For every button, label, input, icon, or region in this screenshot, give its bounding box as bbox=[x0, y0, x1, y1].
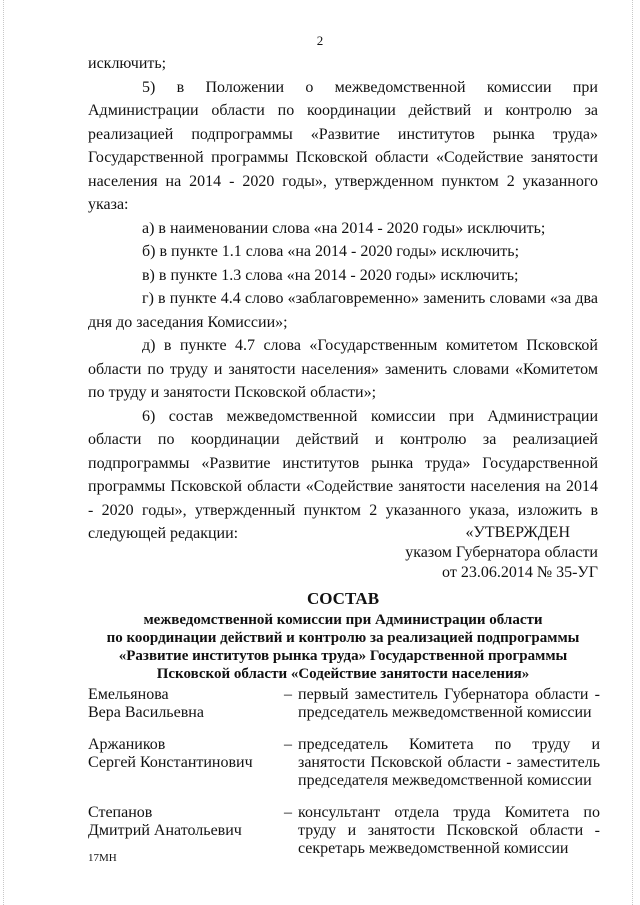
approval-line-approved: «УТВЕРЖДЕН bbox=[465, 524, 570, 541]
member-name bbox=[88, 736, 284, 790]
member-row bbox=[88, 686, 600, 722]
paragraph-subitem-d: д) в пункте 4.7 слова «Государственным комитетом Псковской области по труду и занятости населения» заменить словами «Комитетом по труду и занятости Псковской области»; bbox=[88, 337, 598, 401]
member-given-names: Дмитрий Анатольевич bbox=[88, 822, 242, 839]
composition-title: СОСТАВ bbox=[306, 589, 380, 608]
member-name bbox=[88, 686, 284, 722]
member-dash: – bbox=[284, 804, 292, 821]
member-given-names: Вера Васильевна bbox=[88, 704, 204, 721]
member-role: председатель Комитета по труду и занятости Псковской области - заместитель председателя межведомственной комиссии bbox=[298, 736, 600, 789]
approval-stamp-text bbox=[388, 523, 598, 583]
paragraph-item-6: 6) состав межведомственной комиссии при Администрации области по координации действий и контролю за реализацией подпрограммы «Развитие институтов рынка труда» Государственной программы Псковской области «Содействие занятости населения на 2014 - 2020 годы», утвержденный пунктом 2 указанного указа, изложить в следующей редакции: bbox=[88, 407, 598, 542]
member-name bbox=[88, 804, 284, 858]
composition-subtitle-line-4: Псковской области «Содействие занятости населения» bbox=[156, 666, 530, 682]
member-surname: Аржаников bbox=[88, 736, 166, 753]
composition-subtitle-line-1: межведомственной комиссии при Администрации области bbox=[143, 612, 543, 628]
paragraph-subitem-a: а) в наименовании слова «на 2014 - 2020 годы» исключить; bbox=[142, 219, 546, 237]
member-surname: Емельянова bbox=[88, 686, 169, 703]
composition-subtitle-line-3: «Развитие институтов рынка труда» Государственной программы bbox=[118, 648, 568, 664]
document-footer-code: 17МН bbox=[88, 852, 117, 864]
document-body bbox=[88, 52, 598, 546]
paragraph-item-5: 5) в Положении о межведомственной комиссии при Администрации области по координации действий и контролю за реализацией подпрограммы «Развитие институтов рынка труда» Государственной программы Псковской области «Содействие занятости населения на 2014 - 2020 годы», утвержденном пунктом 2 указанного указа: bbox=[88, 78, 598, 213]
composition-heading bbox=[88, 588, 598, 683]
member-dash: – bbox=[284, 736, 292, 753]
composition-subtitle-line-2: по координации действий и контролю за реализацией подпрограммы bbox=[106, 630, 580, 646]
approval-line-date: от 23.06.2014 № 35-УГ bbox=[442, 564, 598, 581]
member-given-names: Сергей Константинович bbox=[88, 754, 253, 771]
member-surname: Степанов bbox=[88, 804, 153, 821]
paragraph-continuation: исключить; bbox=[88, 55, 167, 72]
page-number: 2 bbox=[316, 33, 324, 48]
member-role: консультант отдела труда Комитета по труду и занятости Псковской области - секретарь межведомственной комиссии bbox=[298, 804, 600, 857]
members-list bbox=[88, 686, 600, 872]
member-row bbox=[88, 804, 600, 858]
paragraph-subitem-g: г) в пункте 4.4 слово «заблаговременно» заменить словами «за два дня до заседания Комиссии»; bbox=[88, 290, 598, 331]
approval-line-decree: указом Губернатора области bbox=[405, 544, 598, 561]
scan-edge-right bbox=[632, 0, 634, 905]
paragraph-subitem-v: в) в пункте 1.3 слова «на 2014 - 2020 годы» исключить; bbox=[142, 266, 519, 284]
paragraph-subitem-b: б) в пункте 1.1 слова «на 2014 - 2020 годы» исключить; bbox=[142, 243, 520, 260]
member-row bbox=[88, 736, 600, 790]
member-dash: – bbox=[284, 686, 292, 703]
member-role: первый заместитель Губернатора области - председатель межведомственной комиссии bbox=[298, 686, 600, 721]
scan-edge-left bbox=[3, 0, 5, 905]
